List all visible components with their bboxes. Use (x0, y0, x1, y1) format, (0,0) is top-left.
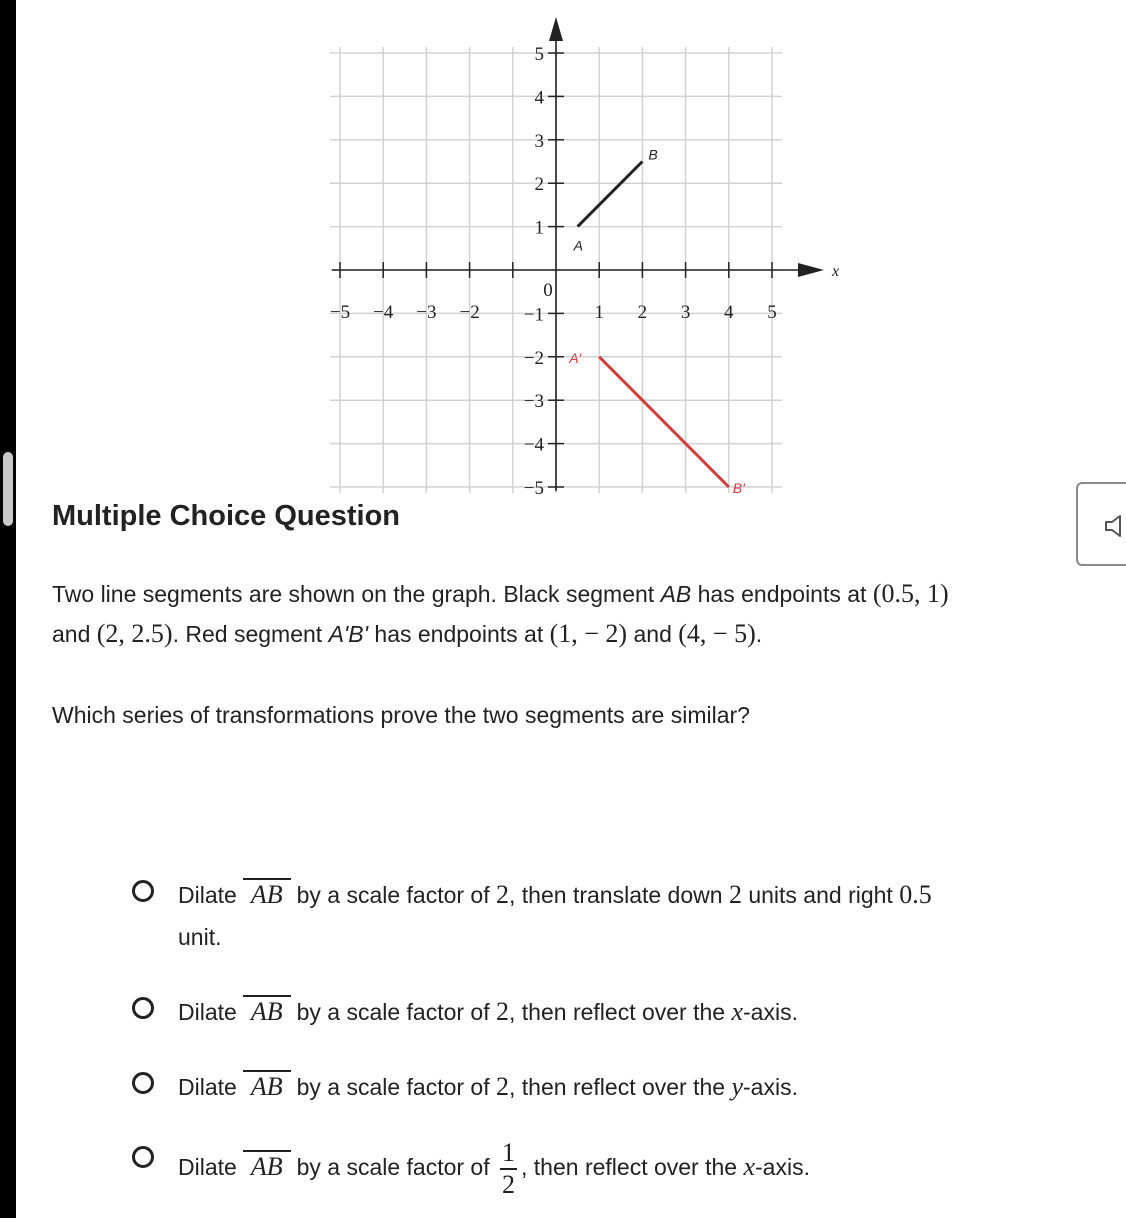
x-tick-label: 2 (637, 302, 648, 323)
y-tick-label: −5 (523, 478, 544, 499)
left-window-edge (0, 0, 16, 1218)
x-tick-label: 3 (680, 302, 691, 323)
point-a-prime-label: A' (569, 349, 582, 366)
x-tick-label: −3 (416, 302, 437, 323)
scroll-handle[interactable] (3, 452, 13, 526)
y-tick-label: 3 (534, 130, 544, 152)
y-tick-label: 1 (534, 217, 544, 239)
y-tick-label: 5 (534, 44, 544, 65)
x-tick-label: −4 (373, 302, 394, 323)
option-text: Dilate AB by a scale factor of 2, then translate down 2 units and right 0.5 unit. (178, 880, 932, 950)
question-prompt (52, 574, 1126, 654)
point-b-prime-label: B' (732, 480, 745, 496)
x-tick-label: −5 (330, 302, 351, 323)
x-tick-label: 5 (767, 302, 777, 323)
point-b-label: B (648, 146, 658, 163)
x-tick-label: 4 (724, 302, 734, 323)
segment-a-prime-b-prime (599, 357, 729, 487)
x-tick-label: 1 (594, 302, 604, 323)
point-a-label: A (573, 237, 583, 254)
y-tick-label: −1 (523, 304, 544, 326)
y-tick-label: 4 (534, 87, 544, 109)
x-tick-label: −2 (459, 302, 480, 323)
x-axis-label: x (832, 263, 840, 280)
y-tick-label: −4 (523, 434, 544, 456)
y-axis-arrow (549, 17, 563, 41)
radio-button[interactable] (132, 997, 154, 1019)
speaker-icon (1104, 514, 1126, 538)
y-tick-label: −3 (523, 391, 544, 413)
y-tick-label: −2 (523, 347, 544, 369)
option-text: Dilate AB by a scale factor of $\frac{1}{2}$ , then reflect over the x-axis. (178, 1138, 810, 1199)
radio-button[interactable] (132, 880, 154, 902)
question-text: Which series of transformations prove the two segments are similar? (52, 702, 750, 728)
radio-button[interactable] (132, 1146, 154, 1168)
prompt-line-1: Two line segments are shown on the graph. Black segment AB has endpoints at (0.5, 1) (52, 579, 949, 608)
prompt-line-2: and (2, 2.5). Red segment A'B' has endpoints at (1, − 2) and (4, − 5). (52, 619, 763, 648)
option-text: Dilate AB by a scale factor of 2, then reflect over the y-axis. (178, 1072, 798, 1101)
x-axis-arrow (798, 263, 824, 277)
coordinate-graph (330, 10, 840, 500)
read-aloud-button[interactable] (1076, 482, 1126, 566)
option-text: Dilate AB by a scale factor of 2, then reflect over the x-axis. (178, 997, 798, 1026)
segment-ab (578, 162, 643, 227)
y-tick-label: 2 (534, 174, 544, 196)
fraction-one-half: $\frac{1}{2}$ (502, 1138, 516, 1199)
radio-button[interactable] (132, 1072, 154, 1094)
origin-label: 0 (543, 280, 553, 301)
question-type-title: Multiple Choice Question (52, 500, 401, 532)
